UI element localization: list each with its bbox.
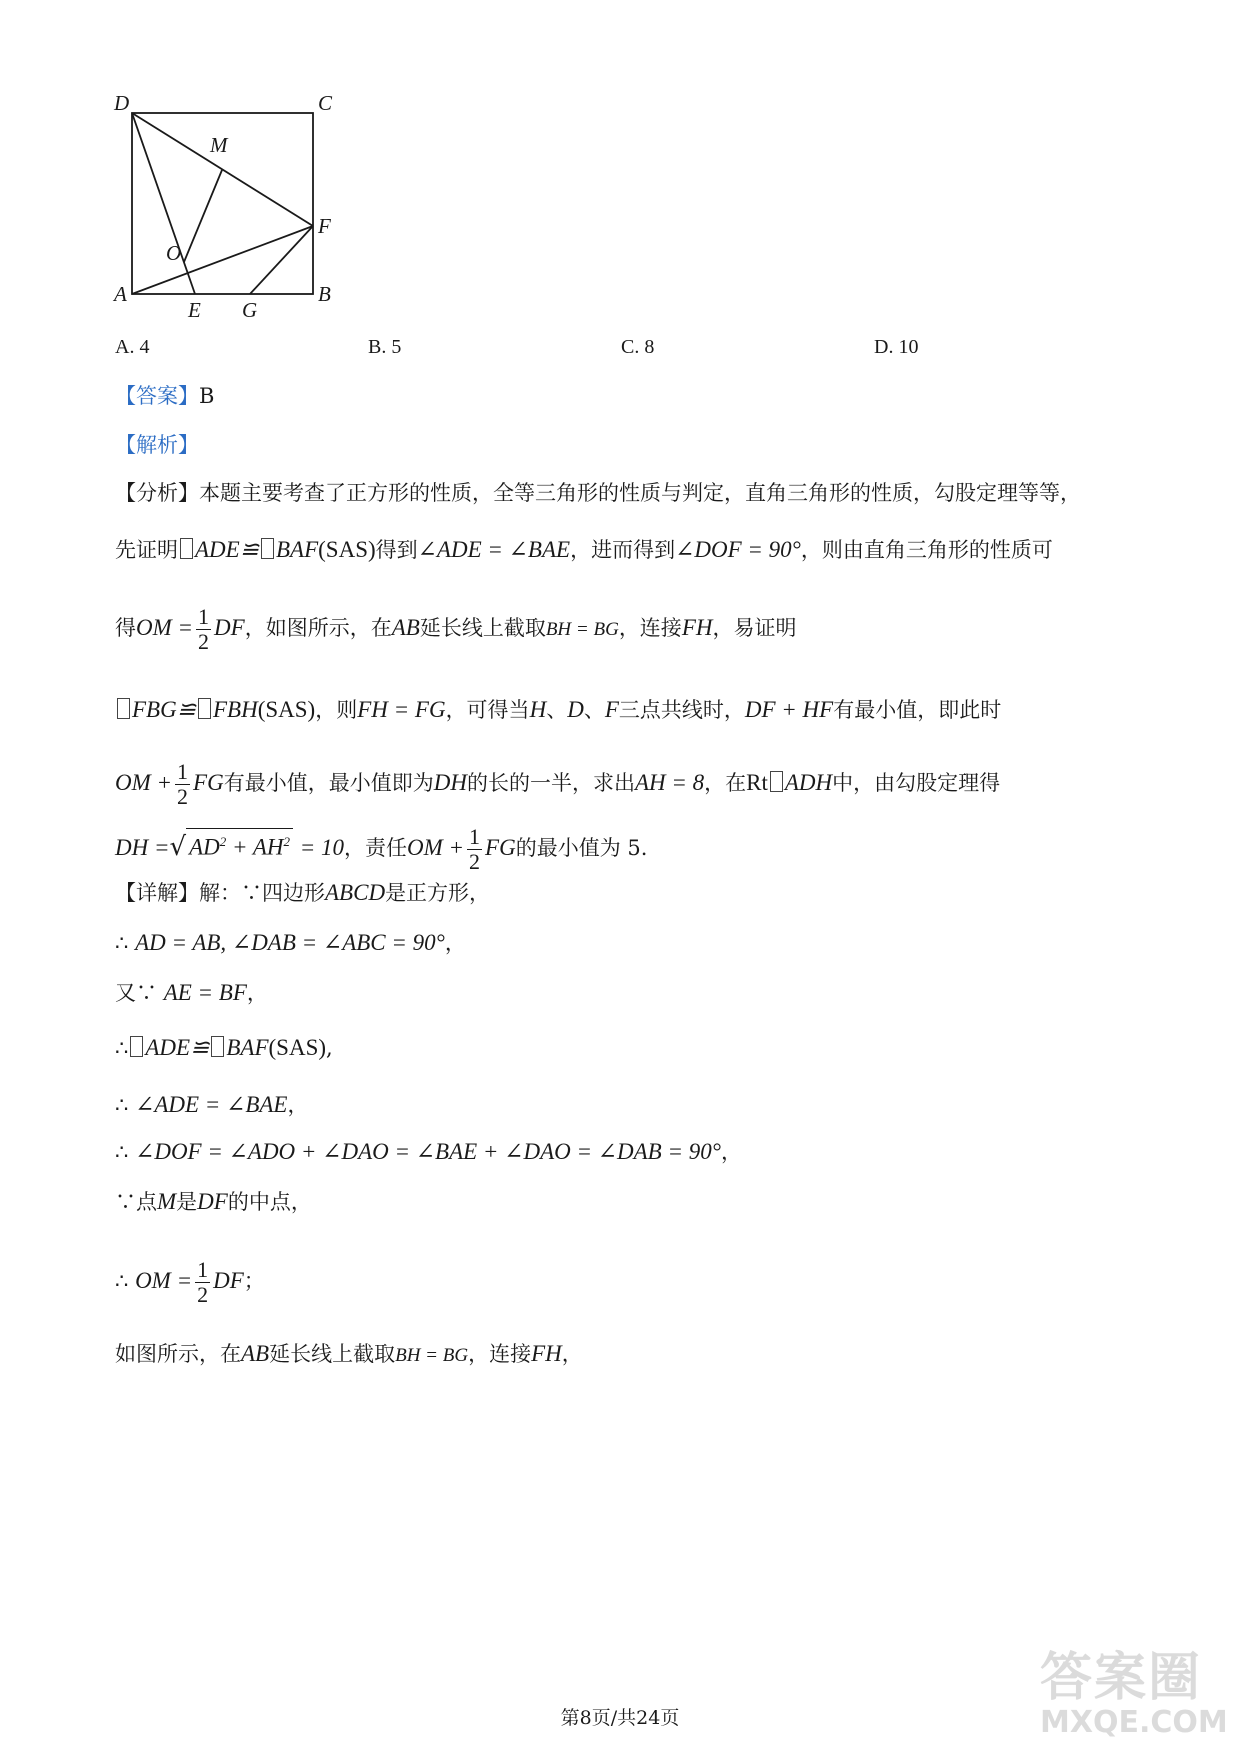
analysis-line-4: FBG≌ FBH(SAS)，则FH = FG，可得当H、D、F三点共线时，DF + HF有最小值，即此时 — [115, 695, 1001, 725]
segment-de — [132, 113, 195, 294]
detail-line-6: ∴ ∠DOF = ∠ADO + ∠DAO = ∠BAE + ∠DAO = ∠DAB = 90°， — [115, 1139, 742, 1164]
triangle-glyph — [117, 698, 130, 719]
analysis-line-2: 先证明 ADE≌ BAF(SAS)得到∠ADE = ∠BAE，进而得到∠DOF = 90°，则由直角三角形的性质可 — [115, 537, 1053, 562]
segment-af — [132, 226, 313, 294]
label-a: A — [114, 282, 127, 306]
option-b: B. 5 — [368, 336, 402, 358]
option-c: C. 8 — [621, 336, 655, 358]
answer-tag: 【答案】 — [115, 384, 199, 408]
label-g: G — [242, 298, 258, 322]
detail-line-4: ∴ ADE≌ BAF(SAS), — [115, 1035, 333, 1060]
label-f: F — [318, 214, 331, 238]
segment-df — [132, 113, 313, 226]
jiexi-tag: 【解析】 — [115, 433, 199, 457]
detail-line-8: ∴ OM = $\frac{1}{2}$ DF； — [115, 1257, 265, 1307]
segment-om — [184, 170, 222, 262]
label-c: C — [318, 91, 333, 115]
triangle-glyph — [211, 1036, 224, 1057]
fraction-half: $\frac{1}{2}$ — [177, 759, 189, 809]
option-a: A. 4 — [115, 336, 150, 358]
answer-value: B — [199, 384, 215, 408]
watermark-url: MXQE.COM — [1040, 1705, 1228, 1740]
sqrt-body: $AD^2 + AH^2$ — [186, 828, 293, 861]
watermark-text: 答案圈 — [1040, 1648, 1203, 1708]
triangle-glyph — [180, 538, 193, 559]
detail-line-1: 【详解】解：∵四边形ABCD是正方形， — [115, 880, 491, 905]
fraction-half: $\frac{1}{2}$ — [197, 1257, 209, 1307]
label-e: E — [188, 298, 201, 322]
detail-line-5: ∴ ∠ADE = ∠BAE， — [115, 1092, 309, 1117]
analysis-line-5: OM + $\frac{1}{2}$ FG有最小值，最小值即为DH的长的一半，求出AH = 8，在Rt ADH中，由勾股定理得 — [115, 759, 1001, 809]
detail-line-9: 如图所示，在AB延长线上截取BH = BG，连接FH， — [115, 1341, 583, 1366]
option-d: D. 10 — [874, 336, 919, 358]
detail-line-3: 又∵ AE = BF， — [115, 980, 268, 1005]
answer-line — [115, 381, 214, 411]
analysis-line-6: DH =√ $AD^2 + AH^2 = 10$，责任OM + $\frac{1}{2}$ FG的最小值为 5. — [115, 824, 648, 874]
fraction-half: $\frac{1}{2}$ — [469, 824, 481, 874]
detail-line-7: ∵点M是DF的中点， — [115, 1189, 312, 1214]
sqrt-sign: √ — [169, 832, 187, 862]
triangle-glyph — [261, 538, 274, 559]
label-o: O — [166, 241, 182, 265]
page-footer: 第8页/共24页 — [560, 1707, 680, 1729]
analysis-line-3: 得OM = $\frac{1}{2}$ DF，如图所示，在AB延长线上截取BH = BG，连接FH，易证明 — [115, 604, 797, 654]
segment-fg — [250, 226, 313, 294]
fraction-half: $\frac{1}{2}$ — [198, 604, 210, 654]
triangle-glyph — [130, 1036, 143, 1057]
label-b: B — [318, 282, 331, 306]
label-d: D — [114, 91, 130, 115]
detail-line-2: ∴ AD = AB, ∠DAB = ∠ABC = 90°， — [115, 930, 466, 955]
label-m: M — [210, 133, 228, 157]
geometry-figure — [100, 88, 350, 328]
watermark-logo — [1040, 1650, 1230, 1750]
analysis-line-1: 【分析】本题主要考查了正方形的性质，全等三角形的性质与判定，直角三角形的性质，勾股定理等等， — [115, 481, 1081, 505]
jiexi-line — [115, 430, 199, 460]
triangle-glyph — [770, 771, 783, 792]
triangle-glyph — [198, 698, 211, 719]
